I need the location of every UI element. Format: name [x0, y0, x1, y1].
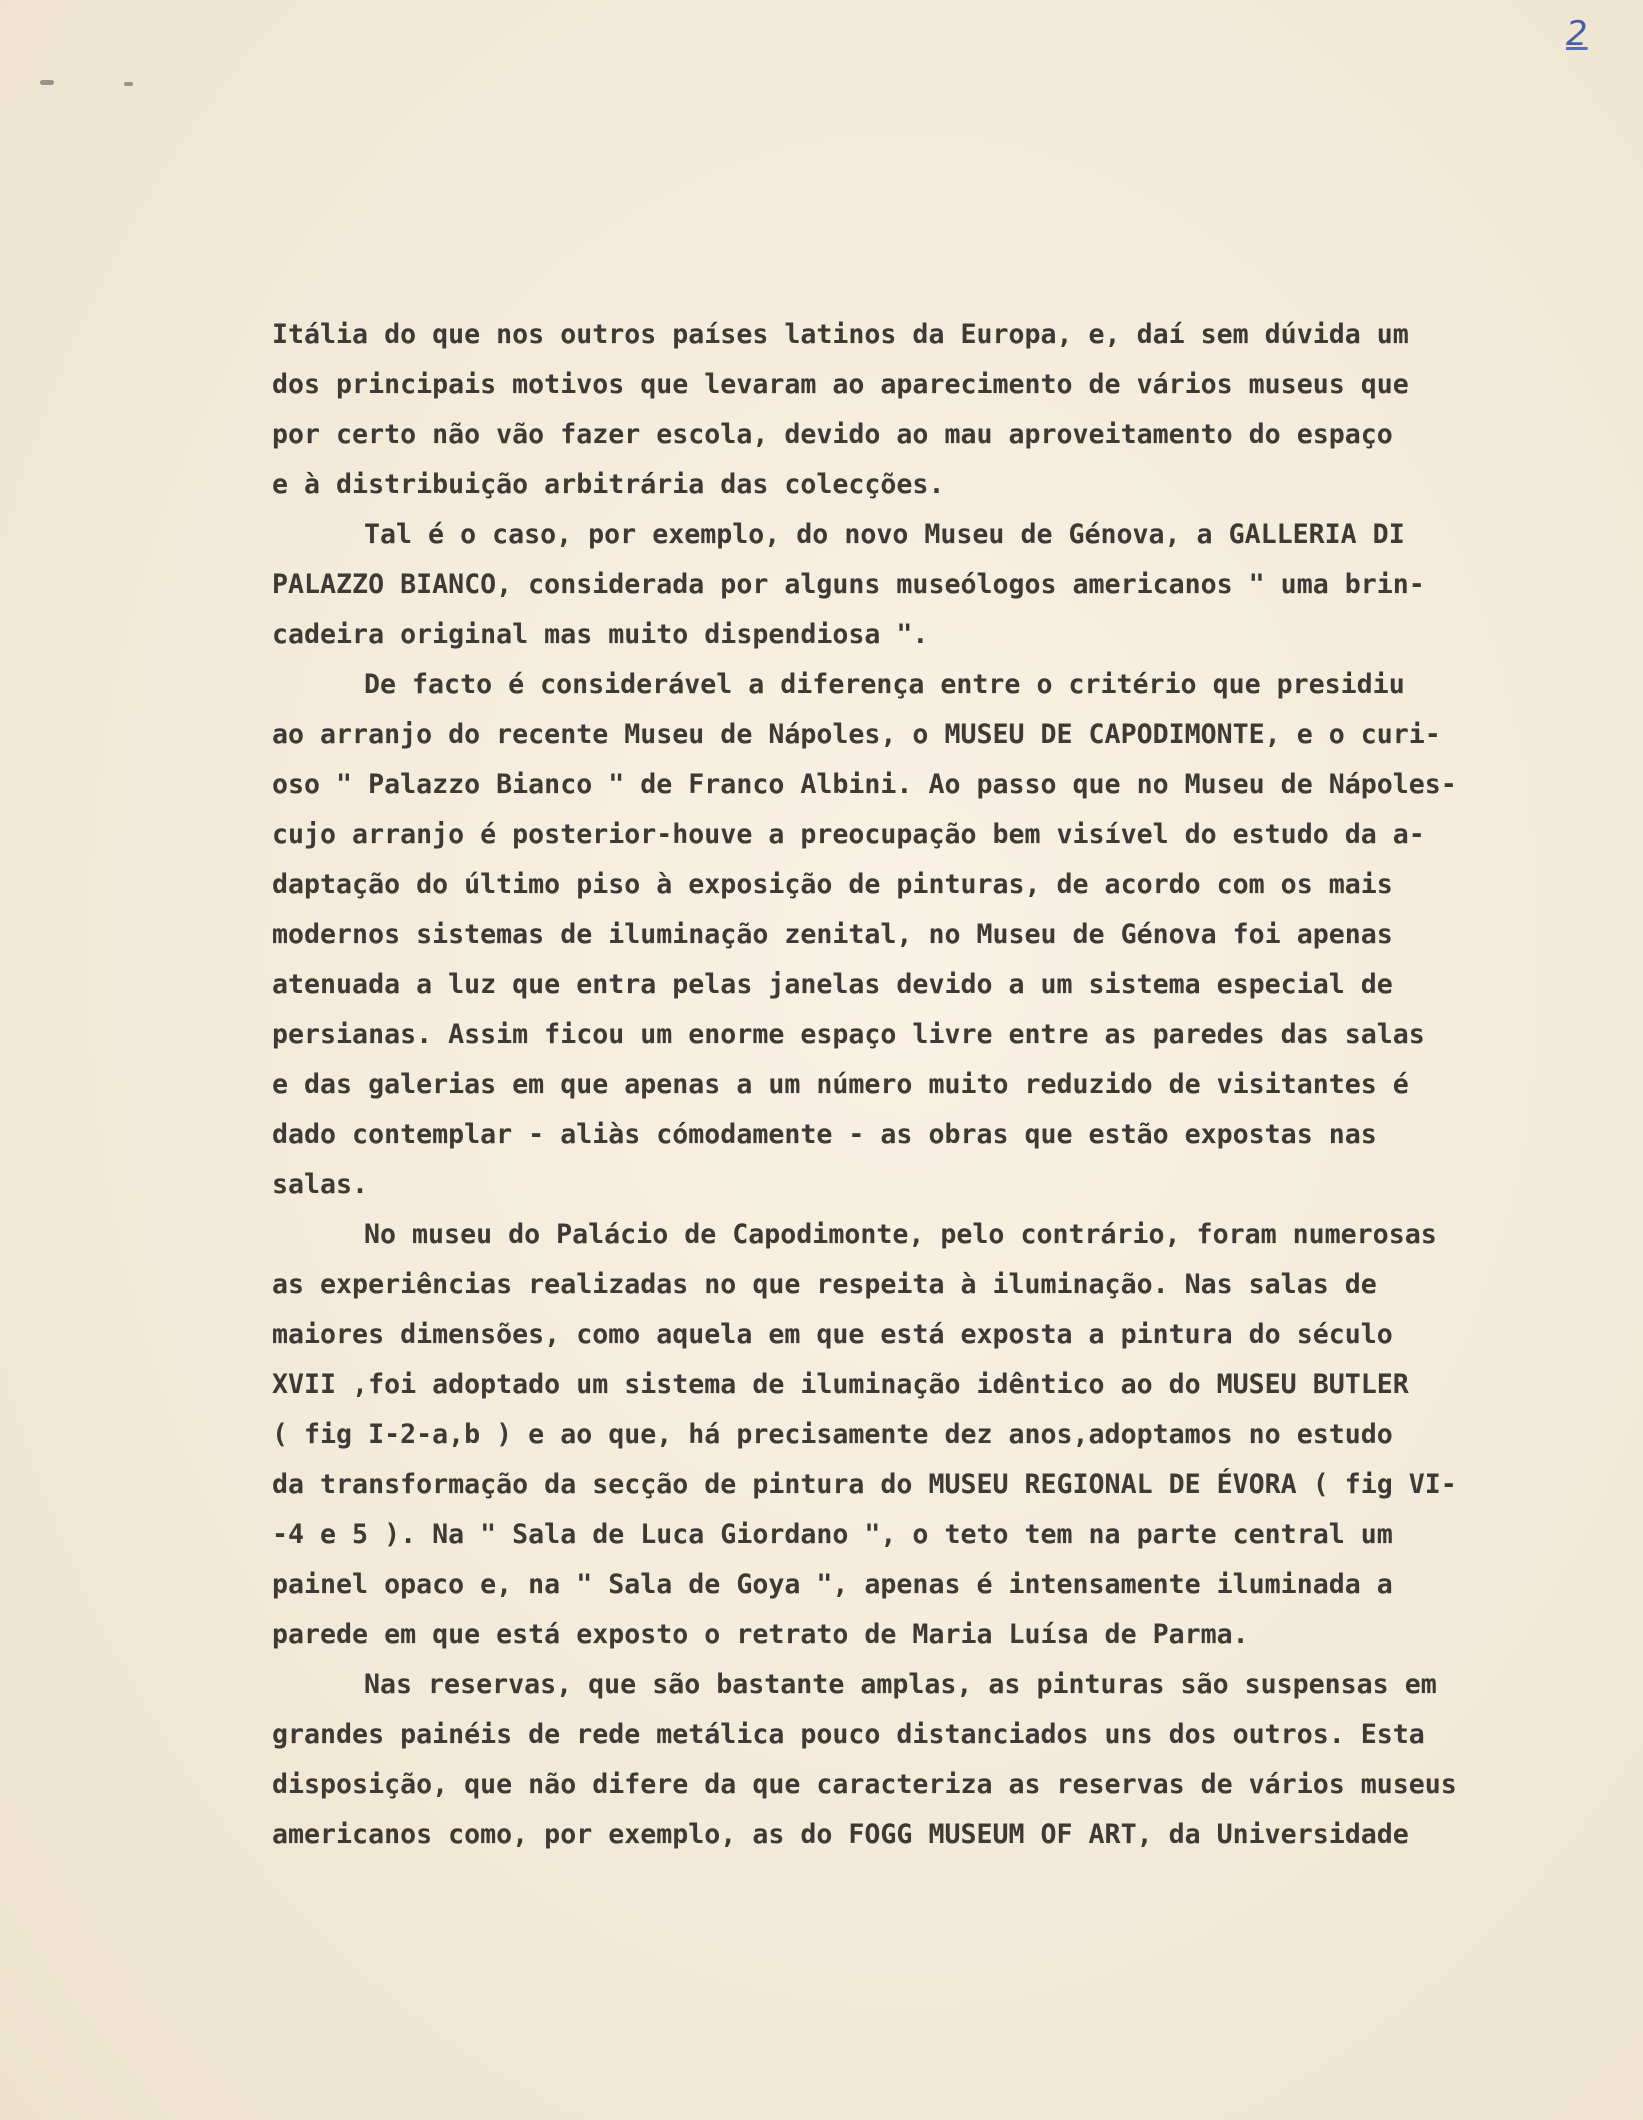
text-line: De facto é considerável a diferença entre o critério que presidiu [364, 669, 1405, 700]
body-text [272, 310, 1592, 1860]
text-line: persianas. Assim ficou um enorme espaço livre entre as paredes das salas [272, 1019, 1425, 1050]
margin-smudge [40, 80, 54, 85]
text-line: ao arranjo do recente Museu de Nápoles, o MUSEU DE CAPODIMONTE, e o curi- [272, 719, 1441, 750]
text-line: No museu do Palácio de Capodimonte, pelo contrário, foram numerosas [364, 1219, 1437, 1250]
text-line: PALAZZO BIANCO, considerada por alguns museólogos americanos " uma brin- [272, 569, 1425, 600]
text-line: Itália do que nos outros países latinos da Europa, e, daí sem dúvida um [272, 319, 1409, 350]
text-line: ( fig I-2-a,b ) e ao que, há precisamente dez anos,adoptamos no estudo [272, 1419, 1393, 1450]
text-line: -4 e 5 ). Na " Sala de Luca Giordano ", o teto tem na parte central um [272, 1519, 1393, 1550]
text-line: e das galerias em que apenas a um número muito reduzido de visitantes é [272, 1069, 1409, 1100]
text-line: parede em que está exposto o retrato de Maria Luísa de Parma. [272, 1619, 1249, 1650]
text-line: da transformação da secção de pintura do MUSEU REGIONAL DE ÉVORA ( fig VI- [272, 1469, 1457, 1500]
text-line: daptação do último piso à exposição de pinturas, de acordo com os mais [272, 869, 1393, 900]
text-line: por certo não vão fazer escola, devido ao mau aproveitamento do espaço [272, 419, 1393, 450]
text-line: salas. [272, 1169, 369, 1200]
text-line: oso " Palazzo Bianco " de Franco Albini. Ao passo que no Museu de Nápoles- [272, 769, 1457, 800]
margin-smudge [124, 82, 133, 86]
text-line: disposição, que não difere da que caracteriza as reservas de vários museus [272, 1769, 1457, 1800]
text-line: dado contemplar - aliàs cómodamente - as obras que estão expostas nas [272, 1119, 1377, 1150]
text-line: modernos sistemas de iluminação zenital, no Museu de Génova foi apenas [272, 919, 1393, 950]
text-line: Tal é o caso, por exemplo, do novo Museu de Génova, a GALLERIA DI [364, 519, 1405, 550]
text-line: dos principais motivos que levaram ao aparecimento de vários museus que [272, 369, 1409, 400]
text-line: as experiências realizadas no que respeita à iluminação. Nas salas de [272, 1269, 1377, 1300]
text-line: painel opaco e, na " Sala de Goya ", apenas é intensamente iluminada a [272, 1569, 1393, 1600]
text-line: XVII ,foi adoptado um sistema de iluminação idêntico ao do MUSEU BUTLER [272, 1369, 1409, 1400]
text-line: cadeira original mas muito dispendiosa ". [272, 619, 929, 650]
text-line: e à distribuição arbitrária das colecções. [272, 469, 945, 500]
text-line: atenuada a luz que entra pelas janelas devido a um sistema especial de [272, 969, 1393, 1000]
page-number: 2 [1566, 14, 1588, 54]
text-line: maiores dimensões, como aquela em que está exposta a pintura do século [272, 1319, 1393, 1350]
text-line: cujo arranjo é posterior-houve a preocupação bem visível do estudo da a- [272, 819, 1425, 850]
text-line: americanos como, por exemplo, as do FOGG MUSEUM OF ART, da Universidade [272, 1819, 1409, 1850]
text-line: grandes painéis de rede metálica pouco distanciados uns dos outros. Esta [272, 1719, 1425, 1750]
text-line: Nas reservas, que são bastante amplas, as pinturas são suspensas em [364, 1669, 1437, 1700]
